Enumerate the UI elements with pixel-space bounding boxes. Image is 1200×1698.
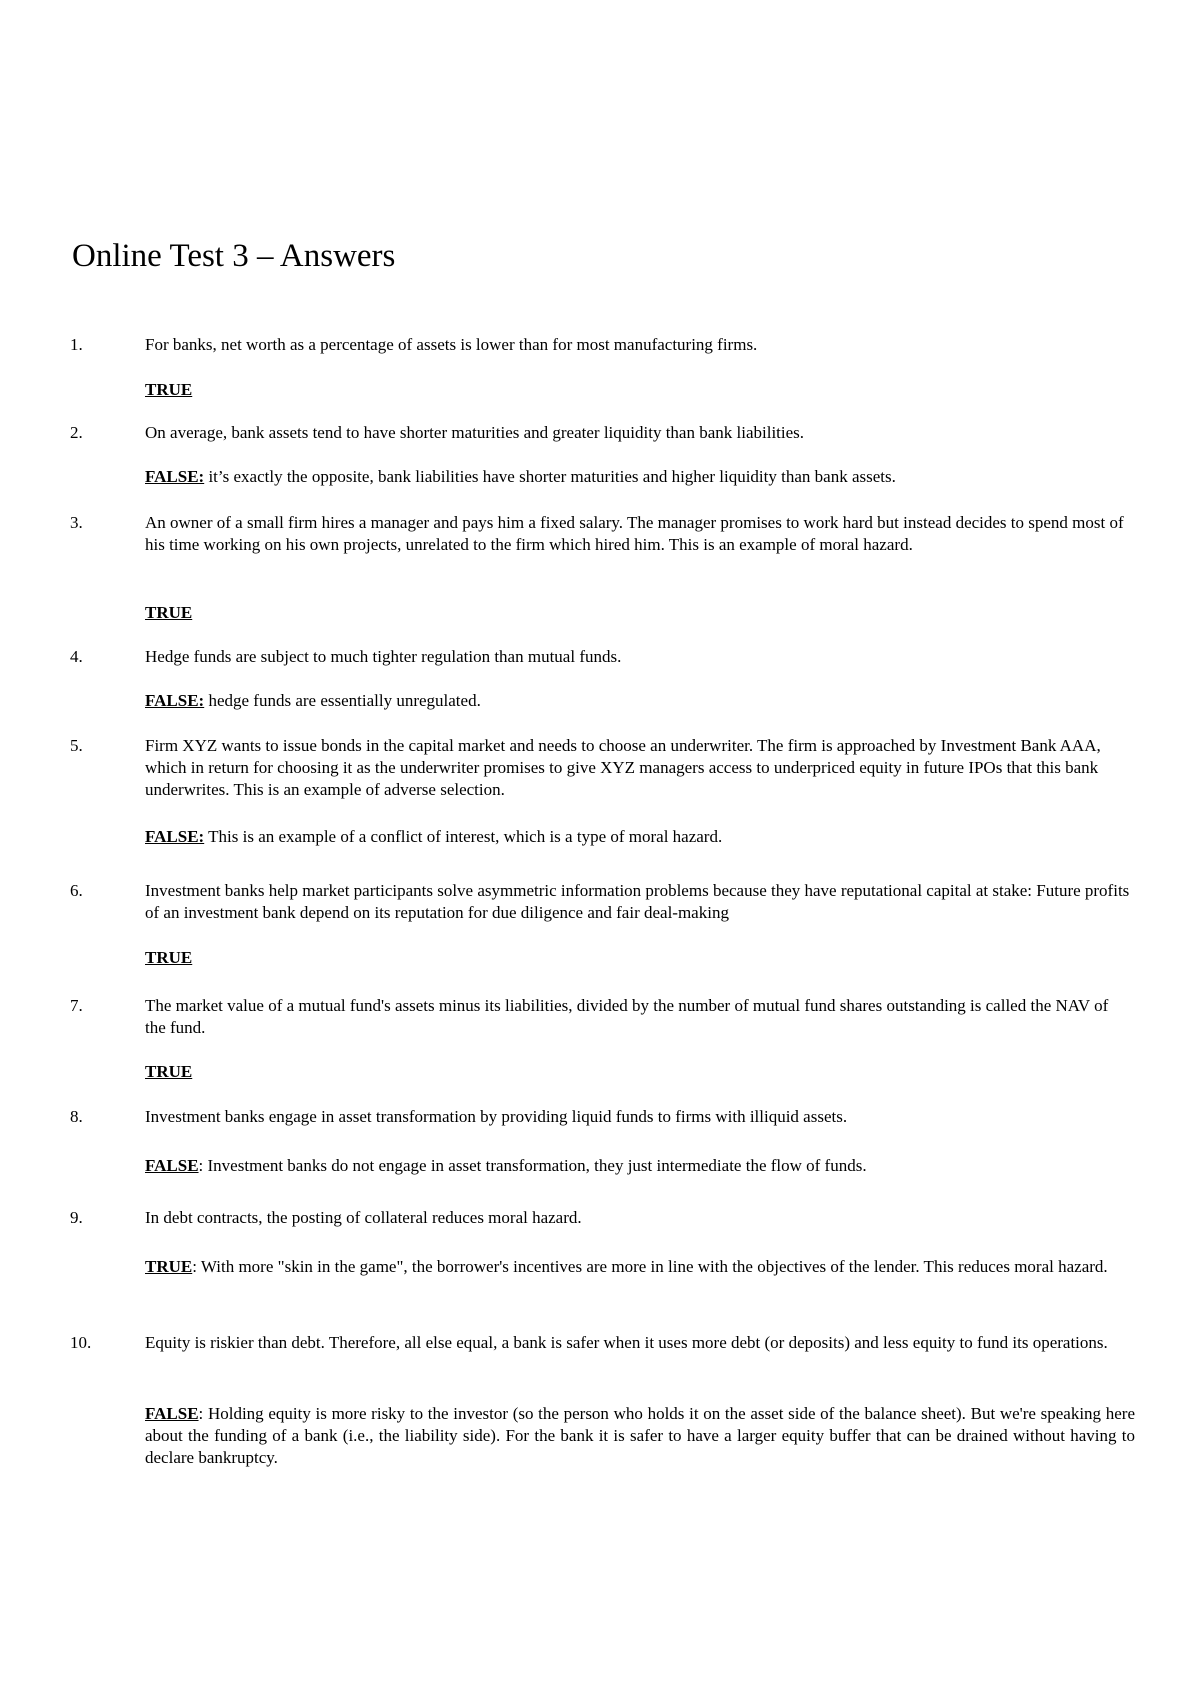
answer-verdict: FALSE:	[145, 691, 205, 710]
question-number: 8.	[70, 1107, 83, 1126]
question-text: The market value of a mutual fund's assets minus its liabilities, divided by the number of mutual fund shares outstanding is called the NAV of the fund.	[145, 996, 1109, 1037]
answer-verdict: FALSE	[145, 1404, 199, 1423]
answer	[145, 1061, 1135, 1083]
page-title: Online Test 3 – Answers	[72, 238, 396, 274]
question-text: On average, bank assets tend to have shorter maturities and greater liquidity than bank liabilities.	[145, 423, 805, 442]
answer-explanation: it’s exactly the opposite, bank liabilities have shorter maturities and higher liquidity than bank assets.	[204, 467, 896, 486]
question-number: 2.	[70, 423, 83, 442]
question-text: Investment banks engage in asset transformation by providing liquid funds to firms with illiquid assets.	[145, 1107, 848, 1126]
question-text: Investment banks help market participants solve asymmetric information problems because they have reputational capital at stake: Future profits of an investment bank depend on its reputation for due diligence and fair deal-making	[145, 881, 1130, 922]
answer	[145, 466, 1135, 488]
answer-explanation: : With more "skin in the game", the borrower's incentives are more in line with the objectives of the lender. This reduces moral hazard.	[192, 1257, 1108, 1276]
answer	[145, 690, 1135, 712]
answer-verdict: FALSE	[145, 1156, 199, 1175]
answer-explanation: hedge funds are essentially unregulated.	[204, 691, 481, 710]
question-number: 10.	[70, 1333, 92, 1352]
question-text: In debt contracts, the posting of collateral reduces moral hazard.	[145, 1208, 582, 1227]
answer-explanation: : Investment banks do not engage in asset transformation, they just intermediate the flow of funds.	[198, 1156, 867, 1175]
question-number: 1.	[70, 335, 83, 354]
question-text: Firm XYZ wants to issue bonds in the capital market and needs to choose an underwriter. The firm is approached by Investment Bank AAA, which in return for choosing it as the underwriter promises to give XYZ managers access to underpriced equity in future IPOs that this bank underwrites. This is an example of adverse selection.	[145, 736, 1101, 799]
question-text: An owner of a small firm hires a manager and pays him a fixed salary. The manager promises to work hard but instead decides to spend most of his time working on his own projects, unrelated to the firm which hired him. This is an example of moral hazard.	[145, 513, 1124, 554]
answer	[145, 947, 1135, 969]
question-text: Hedge funds are subject to much tighter regulation than mutual funds.	[145, 647, 622, 666]
answer-verdict: TRUE	[145, 948, 193, 967]
question-number: 7.	[70, 996, 83, 1015]
answer-verdict: FALSE:	[145, 827, 205, 846]
question-number: 3.	[70, 513, 83, 532]
answer-verdict: TRUE	[145, 1257, 193, 1276]
answer-verdict: TRUE	[145, 380, 193, 399]
answer-verdict: TRUE	[145, 1062, 193, 1081]
answer-explanation: This is an example of a conflict of interest, which is a type of moral hazard.	[204, 827, 723, 846]
answer-explanation: : Holding equity is more risky to the investor (so the person who holds it on the asset side of the balance sheet). But we're speaking here about the funding of a bank (i.e., the liability side). For the bank it is safer to have a larger equity buffer that can be drained without having to declare bankruptcy.	[145, 1404, 1135, 1467]
question-text: Equity is riskier than debt. Therefore, all else equal, a bank is safer when it uses more debt (or deposits) and less equity to fund its operations.	[145, 1333, 1108, 1352]
answer	[145, 1155, 1135, 1177]
answer	[145, 1256, 1135, 1278]
answer	[145, 826, 1135, 848]
answer	[145, 602, 1135, 624]
question-number: 4.	[70, 647, 83, 666]
answer	[145, 1403, 1135, 1469]
answer	[145, 379, 1135, 401]
question-number: 5.	[70, 736, 83, 755]
question-number: 9.	[70, 1208, 83, 1227]
question-number: 6.	[70, 881, 83, 900]
answer-verdict: TRUE	[145, 603, 193, 622]
answer-verdict: FALSE:	[145, 467, 205, 486]
question-text: For banks, net worth as a percentage of assets is lower than for most manufacturing firms.	[145, 335, 758, 354]
